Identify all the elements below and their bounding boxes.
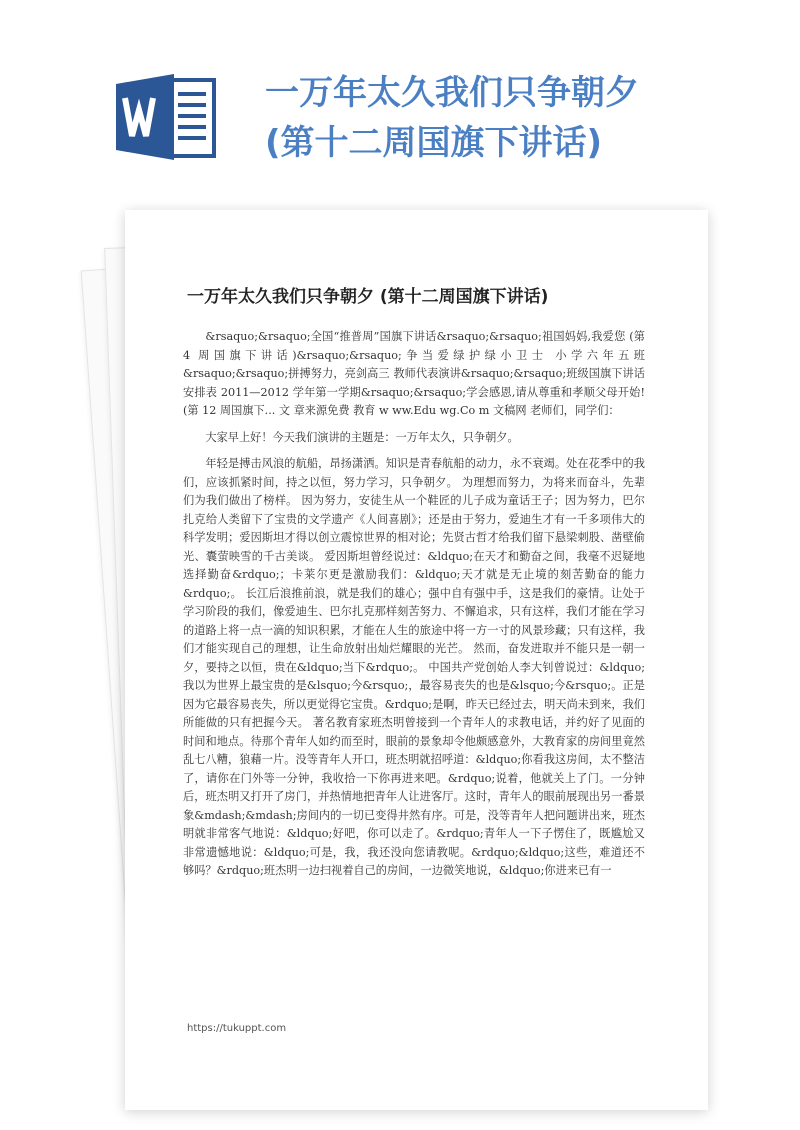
document-body bbox=[183, 328, 645, 889]
page-header-title: 一万年太久我们只争朝夕(第十二周国旗下讲话) bbox=[265, 73, 639, 163]
document-paragraph: 大家早上好！今天我们演讲的主题是：一万年太久，只争朝夕。 bbox=[205, 430, 519, 444]
document-paragraph: &rsaquo;&rsaquo;全国“推普周”国旗下讲话&rsaquo;&rsaquo;祖国妈妈,我爱您 (第 4 周国旗下讲话)&rsaquo;&rsaquo;争当爱绿护绿小卫士 小学六年五班&rsaquo;&rsaquo;拼搏努力，亮剑高三 教师代表演讲&rsaquo;&rsaquo;班级国旗下讲话安排表 2011—2012 学年第一学期&rsaquo;&rsaquo;学会感恩,请从尊重和孝顺父母开始! (第 12 周国旗下... 文 章来源免费 教育 w ww.Edu wg.Co m 文稿网 老师们，同学们： bbox=[183, 330, 645, 417]
footer-url: https://tukuppt.com bbox=[187, 1023, 287, 1034]
document-title: 一万年太久我们只争朝夕 (第十二周国旗下讲话) bbox=[187, 287, 549, 307]
document-paragraph: 年轻是搏击风浪的航船，昂扬潇洒。知识是青春航船的动力，永不衰竭。处在花季中的我们，应该抓紧时间，持之以恒，努力学习，只争朝夕。 为理想而努力，为将来而奋斗，先辈们为我们做出了榜样。 因为努力，安徒生从一个鞋匠的儿子成为童话王子；因为努力，巴尔扎克给人类留下了宝贵的文学遗产《人间喜剧》；还是由于努力，爱迪生才有一千多项伟大的科学发明；爱因斯坦才得以创立震惊世界的相对论；先贤古哲才给我们留下悬梁刺股、凿壁偷光、囊萤映雪的千古美谈。 爱因斯坦曾经说过：&ldquo;在天才和勤奋之间，我毫不迟疑地选择勤奋&rdquo;；卡莱尔更是激励我们：&ldquo;天才就是无止境的刻苦勤奋的能力&rdquo;。 长江后浪推前浪，就是我们的雄心；强中自有强中手，这是我们的豪情。让处于学习阶段的我们，像爱迪生、巴尔扎克那样刻苦努力、不懈追求，只有这样，我们才能在学习的道路上将一点一滴的知识积累，才能在人生的旅途中将一方一寸的风景珍藏；只有这样，我们才能实现自己的理想，让生命放射出灿烂耀眼的光芒。 然而，奋发进取并不能只是一朝一夕，要持之以恒，贵在&ldquo;当下&rdquo;。 中国共产党创始人李大钊曾说过：&ldquo;我以为世界上最宝贵的是&lsquo;今&rsquo;，最容易丧失的也是&lsquo;今&rsquo;。正是因为它最容易丧失，所以更觉得它宝贵。&rdquo;是啊，昨天已经过去，明天尚未到来，我们所能做的只有把握今天。 著名教育家班杰明曾接到一个青年人的求教电话，并约好了见面的时间和地点。待那个青年人如约而至时，眼前的景象却令他颇感意外，大教育家的房间里竟然乱七八糟，狼藉一片。没等青年人开口，班杰明就招呼道：&ldquo;你看我这房间，太不整洁了，请你在门外等一分钟，我收拾一下你再进来吧。&rdquo;说着，他就关上了门。一分钟后，班杰明又打开了房门，并热情地把青年人让进客厅。这时，青年人的眼前展现出另一番景象&mdash;&mdash;房间内的一切已变得井然有序。可是，没等青年人把问题讲出来，班杰明就非常客气地说：&ldquo;好吧，你可以走了。&rdquo;青年人一下子愣住了，既尴尬又非常遗憾地说：&ldquo;可是，我，我还没向您请教呢。&rdquo;&ldquo;这些，难道还不够吗？&rdquo;班杰明一边扫视着自己的房间，一边微笑地说，&ldquo;你进来已有一 bbox=[183, 457, 645, 877]
document-page bbox=[125, 210, 708, 1110]
word-document-icon bbox=[112, 72, 230, 162]
